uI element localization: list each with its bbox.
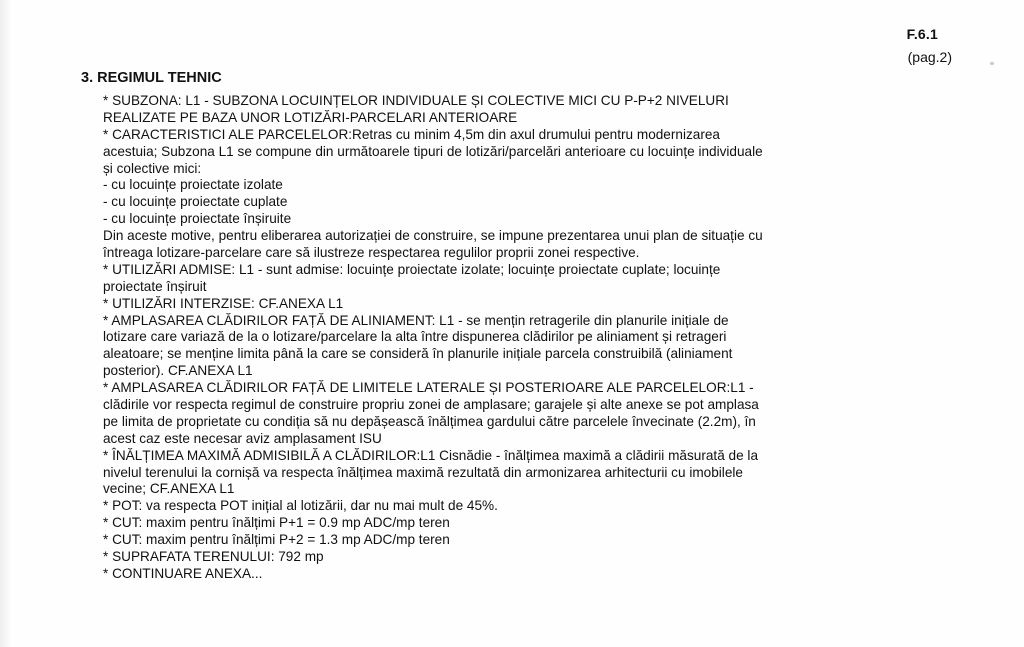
text-line: posterior). CF.ANEXA L1 bbox=[103, 363, 253, 379]
text-line: * ÎNĂLȚIMEA MAXIMĂ ADMISIBILĂ A CLĂDIRILOR:L1 Cisnădie - înălțimea maximă a clădirii măsurată de la bbox=[103, 447, 759, 463]
text-line: proiectate înșiruit bbox=[103, 278, 207, 294]
section-title: 3. REGIMUL TEHNIC bbox=[81, 70, 222, 86]
text-line: pe limita de proprietate cu condiția să nu depășească înălțimea gardului către parcelele învecinate (2.2m), în bbox=[103, 413, 756, 429]
text-line: * AMPLASAREA CLĂDIRILOR FAȚĂ DE ALINIAMENT: L1 - se mențin retragerile din planurile inițiale de bbox=[103, 312, 729, 328]
text-line: REALIZATE PE BAZA UNOR LOTIZĂRI-PARCELARI ANTERIOARE bbox=[103, 109, 518, 125]
text-line: * CARACTERISTICI ALE PARCELELOR:Retras cu minim 4,5m din axul drumului pentru modernizarea bbox=[103, 126, 720, 142]
text-line: clădirile vor respecta regimul de construire propriu zonei de amplasare; garajele și alte anexe se pot amplasa bbox=[103, 397, 759, 413]
text-line: * CUT: maxim pentru înălțimi P+2 = 1.3 mp ADC/mp teren bbox=[103, 532, 450, 548]
text-line: și colective mici: bbox=[103, 160, 202, 176]
text-line: aleatoare; se menține limita până la care se consideră în planurile inițiale parcela construibilă (aliniament bbox=[103, 346, 733, 362]
text-line: * SUPRAFATA TERENULUI: 792 mp bbox=[103, 549, 324, 565]
page-edge-shadow bbox=[0, 0, 12, 647]
text-line: vecine; CF.ANEXA L1 bbox=[103, 481, 235, 497]
text-line: - cu locuințe proiectate izolate bbox=[103, 177, 283, 193]
scan-speck bbox=[990, 62, 994, 65]
text-line: * SUBZONA: L1 - SUBZONA LOCUINȚELOR INDIVIDUALE ȘI COLECTIVE MICI CU P-P+2 NIVELURI bbox=[103, 93, 729, 108]
text-line: acestuia; Subzona L1 se compune din următoarele tipuri de lotizări/parcelări anterioare cu locuințe individuale bbox=[103, 143, 763, 159]
text-line: * AMPLASAREA CLĂDIRILOR FAȚĂ DE LIMITELE LATERALE ȘI POSTERIOARE ALE PARCELELOR:L1 - bbox=[103, 380, 754, 396]
page-reference: (pag.2) bbox=[907, 49, 952, 65]
text-line: * CUT: maxim pentru înălțimi P+1 = 0.9 mp ADC/mp teren bbox=[103, 515, 450, 531]
form-reference-code: F.6.1 bbox=[906, 26, 938, 42]
text-line: Din aceste motive, pentru eliberarea autorizației de construire, se impune prezentarea unui plan de situație cu bbox=[103, 228, 763, 244]
text-line: lotizare care variază de la o lotizare/parcelare la alta între dispunerea clădirilor pe aliniament și retrageri bbox=[103, 329, 727, 345]
section-body bbox=[103, 93, 923, 583]
text-line: - cu locuințe proiectate cuplate bbox=[103, 194, 288, 210]
text-line: * CONTINUARE ANEXA... bbox=[103, 565, 263, 581]
text-line: întreaga lotizare-parcelare care să ilustreze respectarea regulilor proprii zonei respective. bbox=[103, 245, 640, 261]
text-line: * POT: va respecta POT inițial al lotizării, dar nu mai mult de 45%. bbox=[103, 498, 498, 514]
text-line: * UTILIZĂRI ADMISE: L1 - sunt admise: locuințe proiectate izolate; locuințe proiectate cuplate; locuințe bbox=[103, 261, 721, 277]
text-line: nivelul terenului la cornișă va respecta înălțimea maximă rezultată din armonizarea arhitecturii cu imobilele bbox=[103, 464, 743, 480]
text-line: - cu locuințe proiectate înșiruite bbox=[103, 211, 292, 227]
text-line: acest caz este necesar aviz amplasament ISU bbox=[103, 430, 382, 446]
text-line: * UTILIZĂRI INTERZISE: CF.ANEXA L1 bbox=[103, 295, 344, 311]
